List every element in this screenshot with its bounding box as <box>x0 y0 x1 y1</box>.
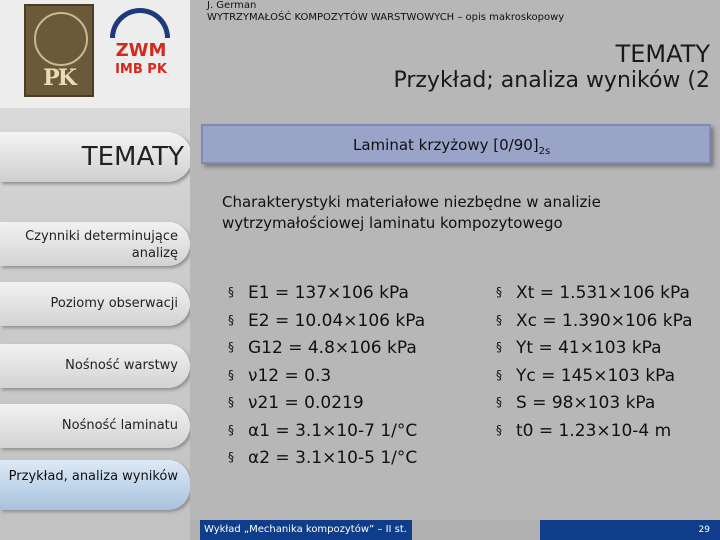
material-properties-right <box>496 279 693 444</box>
list-item: § ν12 = 0.3 <box>228 362 425 390</box>
logo-area <box>0 0 190 108</box>
slide-header <box>207 0 564 24</box>
topic-heading <box>393 40 710 94</box>
sidebar <box>0 0 190 540</box>
sidebar-item-przyklad[interactable]: Przykład, analiza wyników <box>0 460 190 510</box>
list-item: § Yt = 41×103 kPa <box>496 334 693 362</box>
list-item: § E2 = 10.04×106 kPa <box>228 307 425 335</box>
page-number: 29 <box>698 525 710 535</box>
course-title: WYTRZYMAŁOŚĆ KOMPOZYTÓW WARSTWOWYCH – opis makroskopowy <box>207 12 565 23</box>
list-item: § α1 = 3.1×10-7 1/°C <box>228 417 425 445</box>
sidebar-title: TEMATY <box>0 132 192 182</box>
lecture-title: Wykład „Mechanika kompozytów” – II st. <box>200 520 412 540</box>
laminate-label-text: Laminat krzyżowy <box>353 136 489 154</box>
sidebar-item-nosnosc-warstwy[interactable]: Nośność warstwy <box>0 344 190 388</box>
institute-logo <box>104 8 178 80</box>
sidebar-item-czynniki[interactable]: Czynniki determinujące analizę <box>0 222 190 266</box>
sidebar-item-nosnosc-laminatu[interactable]: Nośność laminatu <box>0 404 190 448</box>
material-properties-left <box>228 279 425 472</box>
list-item: § Xt = 1.531×106 kPa <box>496 279 693 307</box>
list-item: § G12 = 4.8×106 kPa <box>228 334 425 362</box>
laminate-subscript: 2s <box>538 146 551 157</box>
page-box <box>540 520 720 540</box>
list-item: § E1 = 137×106 kPa <box>228 279 425 307</box>
topic-subtitle: Przykład; analiza wyników (2 <box>393 68 710 93</box>
university-logo-text: PK <box>43 65 75 91</box>
laminate-layup: [0/90] <box>493 136 539 154</box>
list-item: § Xc = 1.390×106 kPa <box>496 307 693 335</box>
institute-logo-line2: IMB PK <box>115 62 167 77</box>
laminate-label <box>353 136 550 157</box>
list-item: § α2 = 3.1×10-5 1/°C <box>228 444 425 472</box>
list-item: § ν21 = 0.0219 <box>228 389 425 417</box>
topic-title: TEMATY <box>615 40 710 68</box>
list-item: § Yc = 145×103 kPa <box>496 362 693 390</box>
sidebar-item-poziomy[interactable]: Poziomy obserwacji <box>0 282 190 326</box>
arc-icon <box>110 8 170 38</box>
list-item: § t0 = 1.23×10-4 m <box>496 417 693 445</box>
institute-logo-line1: ZWM <box>115 40 167 61</box>
laminate-box <box>201 124 711 164</box>
seal-icon <box>34 12 88 66</box>
list-item: § S = 98×103 kPa <box>496 389 693 417</box>
university-logo <box>24 4 94 97</box>
author: J. German <box>207 0 257 11</box>
characteristics-text: Charakterystyki materiałowe niezbędne w analizie wytrzymałościowej laminatu kompozytowego <box>222 193 601 232</box>
